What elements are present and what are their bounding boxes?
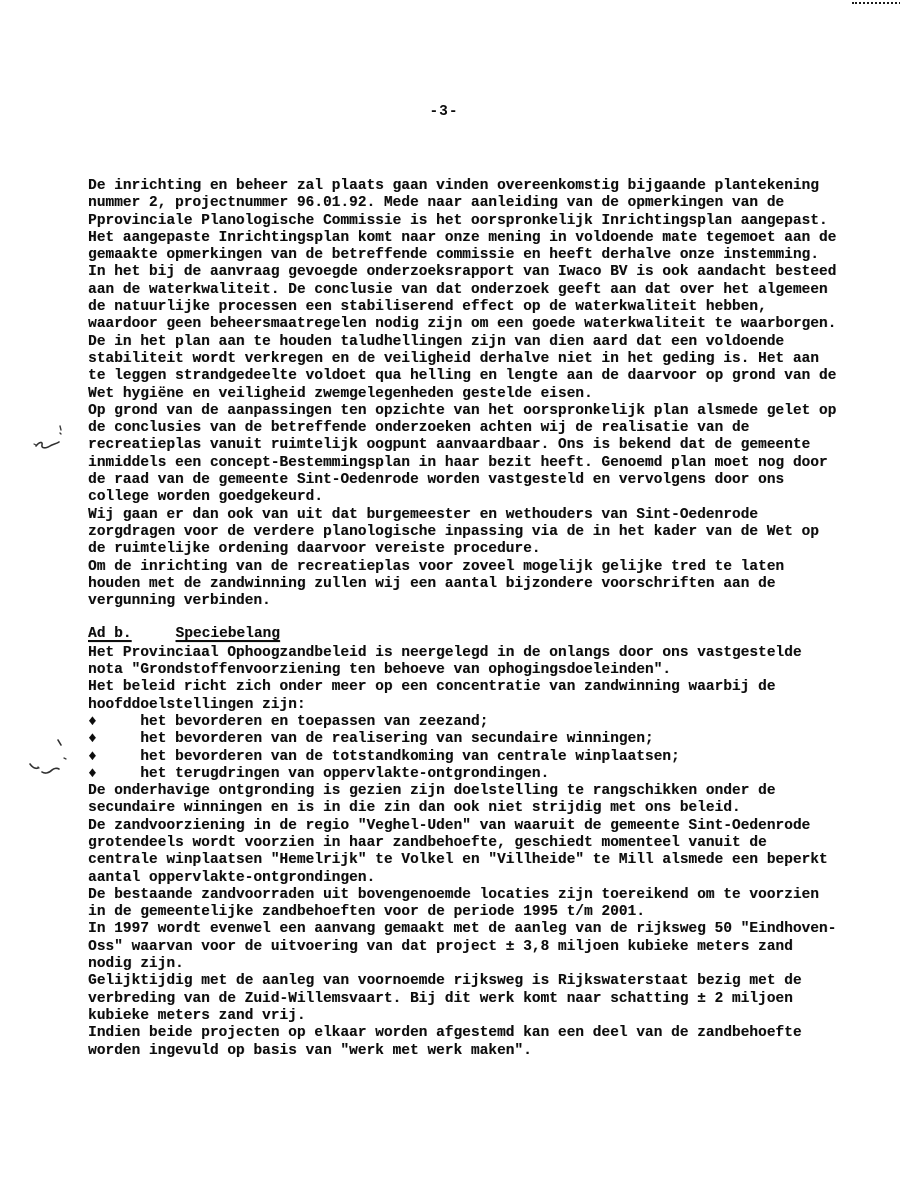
text-line: vergunning verbinden.	[88, 593, 271, 610]
text-line: Gelijktijdig met de aanleg van voornoemde rijksweg is Rijkswaterstaat bezig met de	[88, 973, 802, 990]
text-line: te leggen strandgedeelte voldoet qua helling en lengte aan de daarvoor op grond van de	[88, 368, 837, 385]
text-line: de conclusies van de betreffende onderzoeken achten wij de realisatie van de	[88, 420, 750, 437]
text-line: aantal oppervlakte-ontgrondingen.	[88, 869, 376, 886]
text-line: verbreding van de Zuid-Willemsvaart. Bij dit werk komt naar schatting ± 2 miljoen	[88, 990, 793, 1007]
text-line: In het bij de aanvraag gevoegde onderzoeksrapport van Iwaco BV is ook aandacht besteed	[88, 264, 837, 281]
text-line: recreatieplas vanuit ruimtelijk oogpunt aanvaardbaar. Ons is bekend dat de gemeente	[88, 437, 811, 454]
text-line: centrale winplaatsen "Hemelrijk" te Volkel en "Villheide" te Mill alsmede een beperkt	[88, 852, 828, 869]
text-line: De onderhavige ontgronding is gezien zijn doelstelling te rangschikken onder de	[88, 783, 776, 800]
text-line: in de gemeentelijke zandbehoeften voor de periode 1995 t/m 2001.	[88, 904, 645, 921]
text-line: stabiliteit wordt verkregen en de veiligheid derhalve niet in het geding is. Het aan	[88, 350, 819, 367]
text-line: Indien beide projecten op elkaar worden afgestemd kan een deel van de zandbehoefte	[88, 1025, 802, 1042]
text-line: secundaire winningen en is in die zin dan ook niet strijdig met ons beleid.	[88, 800, 741, 817]
text-line: Het aangepaste Inrichtingsplan komt naar onze mening in voldoende mate tegemoet aan de	[88, 229, 837, 246]
text-line: zorgdragen voor de verdere planologische inpassing via de in het kader van de Wet op	[88, 523, 819, 540]
document-body	[88, 178, 858, 1060]
text-line: De inrichting en beheer zal plaats gaan vinden overeenkomstig bijgaande plantekening	[88, 178, 819, 194]
text-line: Wij gaan er dan ook van uit dat burgemeester en wethouders van Sint-Oedenrode	[88, 506, 759, 523]
text-line: grotendeels wordt voorzien in haar zandbehoefte, geschiedt momenteel vanuit de	[88, 834, 767, 851]
text-line: de ruimtelijke ordening daarvoor vereiste procedure.	[88, 541, 541, 558]
text-line: nota "Grondstoffenvoorziening ten behoeve van ophogingsdoeleinden".	[88, 662, 671, 679]
text-line: houden met de zandwinning zullen wij een aantal bijzondere voorschriften aan de	[88, 575, 776, 592]
text-line: waardoor geen beheersmaatregelen nodig zijn om een goede waterkwaliteit te waarborgen.	[88, 316, 837, 333]
text-line: de natuurlijke processen een stabiliserend effect op de waterkwaliteit hebben,	[88, 299, 767, 316]
text-line: De in het plan aan te houden taludhellingen zijn van dien aard dat een voldoende	[88, 333, 785, 350]
text-line: nummer 2, projectnummer 96.01.92. Mede naar aanleiding van de opmerkingen van de	[88, 195, 785, 212]
text-line: worden ingevuld op basis van "werk met werk maken".	[88, 1042, 532, 1059]
text-line: Op grond van de aanpassingen ten opzichte van het oorspronkelijk plan alsmede gelet op	[88, 402, 837, 419]
text-line: Om de inrichting van de recreatieplas voor zoveel mogelijk gelijke tred te laten	[88, 558, 785, 575]
text-line: aan de waterkwaliteit. De conclusie van dat onderzoek geeft aan dat over het algemeen	[88, 281, 828, 298]
text-line: De zandvoorziening in de regio "Veghel-Uden" van waaruit de gemeente Sint-Oedenrode	[88, 817, 811, 834]
text-line: ♦ het bevorderen van de realisering van secundaire winningen;	[88, 731, 654, 748]
text-line: Oss" waarvan voor de uitvoering van dat project ± 3,8 miljoen kubieke meters zand	[88, 938, 793, 955]
text-line: inmiddels een concept-Bestemmingsplan in haar bezit heeft. Genoemd plan moet nog door	[88, 454, 828, 471]
text-line: Het beleid richt zich onder meer op een concentratie van zandwinning waarbij de	[88, 679, 776, 696]
margin-smudge-1	[30, 424, 72, 456]
text-line: college worden goedgekeurd.	[88, 489, 323, 506]
paragraph-speciebelang	[88, 645, 858, 1060]
text-line: ♦ het terugdringen van oppervlakte-ontgrondingen.	[88, 765, 550, 782]
text-line: gemaakte opmerkingen van de betreffende commissie en heeft derhalve onze instemming.	[88, 247, 819, 264]
text-line: Pprovinciale Planologische Commissie is het oorspronkelijk Inrichtingsplan aangepast.	[88, 212, 828, 229]
section-heading-title: Speciebelang	[175, 626, 280, 643]
page-number: -3-	[429, 104, 459, 120]
section-heading-label: Ad b.	[88, 626, 132, 643]
text-line: nodig zijn.	[88, 956, 184, 973]
margin-smudge-2	[24, 736, 80, 780]
section-heading-ad-b	[88, 626, 858, 643]
text-line: De bestaande zandvoorraden uit bovengenoemde locaties zijn toereikend om te voorzien	[88, 886, 819, 903]
paragraph-inrichting-en-beheer	[88, 178, 858, 610]
text-line: ♦ het bevorderen van de totstandkoming van centrale winplaatsen;	[88, 748, 680, 765]
text-line: Het Provinciaal Ophoogzandbeleid is neergelegd in de onlangs door ons vastgestelde	[88, 644, 802, 661]
text-line: de raad van de gemeente Sint-Oedenrode worden vastgesteld en vervolgens door ons	[88, 472, 785, 489]
scan-dotted-line-artifact	[852, 2, 900, 4]
text-line: Wet hygiëne en veiligheid zwemgelegenheden gestelde eisen.	[88, 385, 593, 402]
text-line: hoofddoelstellingen zijn:	[88, 696, 306, 713]
text-line: In 1997 wordt evenwel een aanvang gemaakt met de aanleg van de rijksweg 50 "Eindhoven-	[88, 921, 837, 938]
text-line: kubieke meters zand vrij.	[88, 1007, 306, 1024]
text-line: ♦ het bevorderen en toepassen van zeezand;	[88, 713, 489, 730]
